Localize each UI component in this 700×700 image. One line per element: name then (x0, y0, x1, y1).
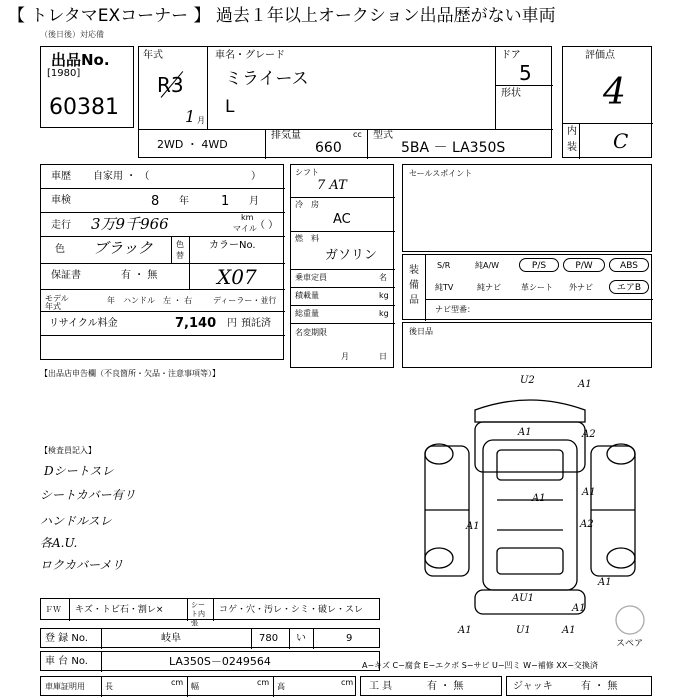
mileage-paren: （ ） (255, 220, 279, 231)
drive-type: 2WD ・ 4WD (157, 138, 228, 151)
warranty-value: 有 ・ 無 (121, 270, 158, 281)
car-right-side (591, 446, 635, 576)
inspection-month: 1 (221, 194, 230, 209)
recycle-unit: 円 (227, 318, 237, 329)
car-left-side (425, 446, 469, 576)
tools-value: 有 ・ 無 (427, 681, 464, 692)
year-label: 年式 (143, 50, 163, 61)
fw-text: キズ・トビ石・割レ× (75, 605, 164, 615)
equip-pw: P/W (575, 261, 593, 271)
equip-tv: 純TV (435, 283, 454, 292)
type-value: 5BA － LA350S (401, 140, 506, 156)
diagram-mark-11: A1 (458, 625, 472, 636)
tools-row (360, 676, 502, 696)
year-month-unit: 月 (197, 116, 205, 125)
registration-row (40, 628, 380, 648)
equipment-label (409, 263, 421, 308)
inspector-note-2: ハンドルスレ (40, 514, 112, 528)
color-no-label: カラーNo. (209, 240, 256, 251)
shape-label: 形状 (501, 88, 521, 99)
score-box (562, 46, 652, 158)
diagram-mark-13: A1 (562, 625, 576, 636)
recycle-label: リサイクル料金 (49, 318, 118, 329)
mileage-unit-mile: マイル (233, 224, 257, 233)
equip-row2-item-2 (521, 284, 553, 292)
inspector-note-1: シートカバー有リ (40, 488, 136, 502)
recycle-note: 預託済 (241, 318, 271, 329)
fw-row (40, 598, 380, 627)
diagram-mark-1: A1 (578, 379, 592, 390)
year-month: 1 (185, 107, 196, 126)
fw-label: ＦＷ (45, 605, 61, 614)
car-windshield (497, 450, 563, 480)
model-name: ミライース (225, 69, 309, 89)
details-box (40, 164, 284, 360)
name-change-day: 日 (379, 352, 387, 361)
navi-model: ナビ型番： (435, 305, 475, 314)
diagram-mark-9: AU1 (512, 593, 535, 604)
wheel-fr (607, 444, 635, 464)
sales-point-box (402, 164, 652, 252)
chassis-row (40, 651, 380, 671)
jack-value: 有 ・ 無 (581, 681, 618, 692)
later-items-box (402, 322, 652, 368)
cert-height: 高 (277, 682, 285, 691)
name-change-month: 月 (341, 352, 349, 361)
model-label: 車名・グレード (215, 50, 285, 61)
mileage-unit-km: km (241, 213, 254, 222)
chassis-value: LA350S－0249564 (169, 655, 271, 668)
equip-row2-item-1 (477, 284, 501, 292)
history-value: 自家用 ・ （ (93, 171, 150, 182)
model-grade: L (225, 97, 235, 117)
diagram-mark-0: U2 (520, 375, 535, 386)
inspection-year: 8 (151, 194, 160, 209)
spare-tire (616, 606, 644, 634)
equip-ps-circled (519, 258, 559, 272)
cert-length-unit: cm (171, 678, 184, 687)
capacity-unit: 名 (379, 273, 387, 282)
equip-navi: 純ナビ (477, 283, 501, 292)
inspector-note-0: Dシートスレ (44, 464, 114, 478)
registration-num: 9 (346, 633, 353, 644)
inspection-label: 車検 (51, 195, 71, 206)
registration-label: 登 録 No. (45, 633, 88, 644)
car-roof-top (475, 400, 585, 422)
displacement-value: 660 (315, 140, 342, 156)
interior-label-2: 装 (567, 142, 577, 153)
seller-notes-label: 【出品店申告欄（不良箇所・欠品・注意事項等）】 (40, 369, 220, 378)
spec-box (290, 164, 394, 368)
shift-value: 7 AT (317, 178, 347, 193)
color-change-1: 色 (176, 240, 184, 249)
color-no-value: X07 (217, 265, 257, 289)
diagram-mark-4: A1 (582, 487, 596, 498)
type-label: 型式 (373, 130, 393, 141)
equip-row2-item-0 (435, 284, 453, 292)
cert-row (40, 676, 356, 696)
fuel-label: 燃 料 (295, 234, 319, 243)
year-era: R3 (157, 73, 184, 97)
inspection-month-unit: 月 (249, 196, 259, 207)
cert-width-unit: cm (257, 678, 270, 687)
equip-ps: P/S (531, 261, 547, 271)
equip-row1-item-0 (437, 262, 450, 270)
mileage-value: 3万9千966 (91, 215, 169, 233)
color-change-2: 替 (176, 251, 184, 260)
equip-abs: ABS (620, 261, 638, 271)
weight-label: 総重量 (295, 309, 319, 318)
cert-width: 幅 (191, 682, 199, 691)
weight-unit: kg (379, 309, 389, 318)
name-change-label: 名変期限 (295, 328, 327, 337)
jack-row (506, 676, 652, 696)
interior-value: C (613, 129, 629, 153)
displacement-unit: cc (353, 130, 362, 139)
cert-label: 車庫証明用 (45, 682, 85, 691)
diagram-mark-8: A1 (598, 577, 612, 588)
color-value: ブラック (93, 239, 153, 257)
capacity-label: 乗車定員 (295, 273, 327, 282)
model-year-label: モデル年式 (45, 294, 69, 311)
diagram-mark-7: A2 (580, 519, 594, 530)
handle-side: ハンドル 左 ・ 右 (123, 296, 193, 305)
jack-label: ジャッキ (513, 681, 553, 692)
inspection-year-unit: 年 (179, 196, 189, 207)
damage-legend: A−キズ C−腐食 E−エクボ S−サビ U−凹ミ W−補修 XX−交換済 (362, 661, 598, 670)
equip-pw-circled (563, 258, 605, 272)
inspector-note-4: ロクカバーメリ (40, 558, 124, 572)
later-items-label: 後日品 (409, 327, 433, 336)
wheel-rl (425, 548, 453, 568)
history-label: 車歴 (51, 171, 71, 182)
wheel-rr (607, 548, 635, 568)
displacement-label: 排気量 (271, 130, 301, 141)
history-close: ） (251, 171, 261, 182)
mileage-label: 走行 (51, 220, 71, 231)
score-value: 4 (603, 72, 626, 113)
color-label: 色 (55, 244, 65, 255)
cert-length: 長 (105, 682, 113, 691)
equip-aw: 純A/W (475, 261, 500, 270)
registration-area: 岐阜 (161, 633, 181, 644)
top-strip: （後日後）対応備 (40, 30, 104, 39)
lot-sub: [1980] (47, 68, 81, 79)
dealer-type: ディーラー・並行 (213, 296, 277, 305)
diagram-mark-5: A1 (532, 493, 546, 504)
registration-class: 780 (259, 633, 279, 644)
registration-kana: い (296, 633, 306, 644)
diagram-mark-2: A1 (518, 427, 532, 438)
equip-ext-navi: 外ナビ (569, 283, 593, 292)
inspector-note-3: 各A.U. (40, 536, 78, 550)
interior-label-1: 内 (567, 126, 577, 137)
equip-row2-item-3 (569, 284, 593, 292)
vehicle-main-box (138, 46, 552, 158)
fuel-value: ガソリン (325, 248, 378, 263)
warranty-label: 保証書 (51, 270, 81, 281)
load-label: 積載量 (295, 291, 319, 300)
car-rear-window (497, 548, 563, 574)
equip-leather: 革シート (521, 283, 553, 292)
aircon-value: AC (333, 212, 351, 227)
lot-box (40, 46, 134, 128)
doors-label: ドア (501, 50, 521, 61)
seat-text: コゲ・穴・汚レ・シミ・破レ・スレ (219, 605, 364, 615)
equip-airbag: エアB (616, 283, 642, 293)
inspector-label: 【検査員記入】 (40, 446, 96, 455)
equipment-label-text: 装備品 (409, 265, 419, 306)
equip-airbag-circled (609, 280, 649, 294)
sales-point-label: セールスポイント (409, 169, 473, 178)
lot-number: 60381 (49, 95, 119, 120)
diagram-mark-12: U1 (516, 625, 531, 636)
header-title: 【 トレタマEXコーナー 】 過去１年以上オークション出品歴がない車両 (8, 6, 556, 26)
cert-height-unit: cm (341, 678, 354, 687)
doors-value: 5 (519, 61, 532, 85)
aircon-label: 冷 房 (295, 200, 319, 209)
recycle-value: 7,140 (175, 316, 217, 331)
seat-label: シート内張 (191, 601, 205, 627)
diagram-mark-6: A1 (466, 521, 480, 532)
lot-label: 出品No. (51, 51, 110, 69)
equipment-box (402, 254, 652, 320)
shift-label: シフト (295, 168, 319, 177)
diagram-mark-3: A2 (582, 429, 596, 440)
car-diagram (405, 380, 655, 645)
spare-label: スペア (616, 639, 644, 649)
chassis-label: 車 台 No. (45, 656, 88, 667)
wheel-fl (425, 444, 453, 464)
score-label: 評価点 (585, 50, 615, 61)
diagram-mark-10: A1 (572, 603, 586, 614)
equip-sr: S/R (437, 261, 451, 270)
equip-abs-circled (609, 258, 649, 272)
tools-label: 工 具 (369, 681, 393, 692)
model-year-unit: 年 (107, 296, 115, 305)
load-unit: kg (379, 291, 389, 300)
equip-row1-item-1 (475, 262, 499, 270)
